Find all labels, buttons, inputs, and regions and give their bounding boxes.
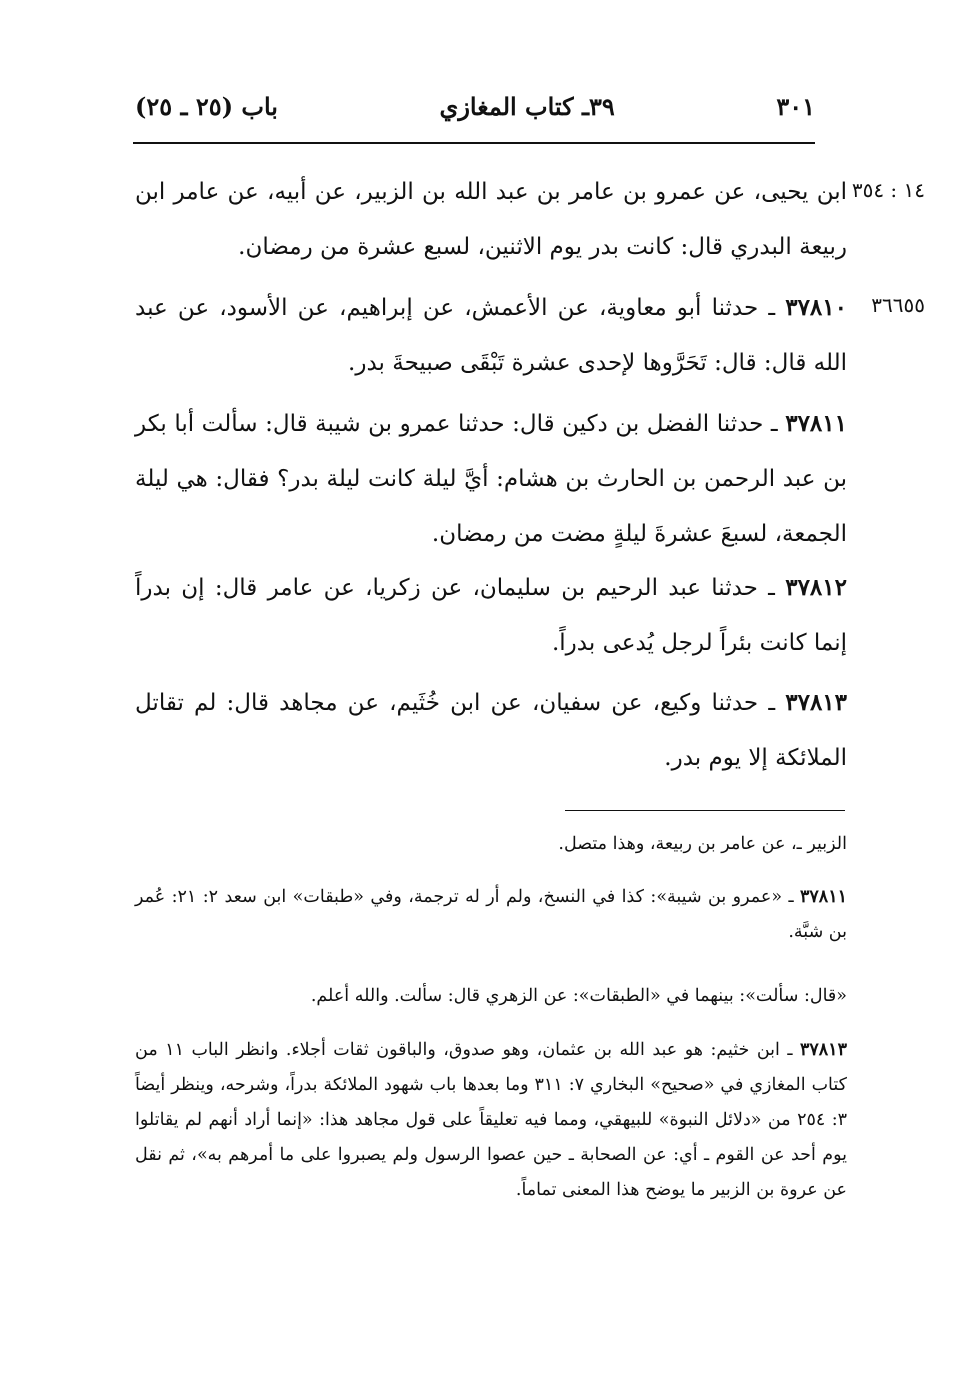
book-title: ٣٩ـ كتاب المغازي: [439, 91, 615, 121]
footnote-text: ـ ابن خثيم: هو عبد الله بن عثمان، وهو صدوق، والباقون ثقات أجلاء. وانظر الباب ١١ من كتاب المغازي في «صحيح» البخاري ٧: ٣١١ وما بعدها باب شهود الملائكة بدراً، وشرحه، وينظر أيضاً ٣: ٢٥٤ من «دلائل النبوة» للبيهقي، ومما فيه تعليقاً على قول مجاهد هذا: «إنما أراد أنهم لم يقاتلوا يوم أحد عن القوم ـ أي: عن الصحابة ـ حين عصوا الرسول ولم يصبروا على ما أمرهم به»، ثم نقل عن عروة بن الزبير ما يوضح هذا المعنى تماماً.: [135, 1040, 848, 1200]
hadith-paragraph: [135, 280, 847, 391]
footnote-text: الزبير ـ، عن عامر بن ربيعة، وهذا متصل.: [558, 834, 847, 854]
paragraph-text: ـ حدثنا وكيع، عن سفيان، عن ابن خُثَيم، عن مجاهد قال: لم تقاتل الملائكة إلا يوم بدر.: [135, 690, 847, 771]
footnote: [135, 1033, 847, 1208]
footnote-separator: [565, 810, 845, 811]
hadith-number: ٣٧٨١٣: [785, 689, 848, 716]
chapter-label: باب (٢٥ ـ ٢٥): [135, 91, 278, 121]
paragraph-text: ابن يحيى، عن عمرو بن عامر بن عبد الله بن الزبير، عن أبيه، عن عامر ابن ربيعة البدري قال: كانت بدر يوم الاثنين، لسبع عشرة من رمضان.: [135, 179, 847, 260]
footnote-text: ـ «عمرو بن شيبة»: كذا في النسخ، ولم أر له ترجمة، وفي «طبقات» ابن سعد ٢: ٢١: عُمر بن شبَّة.: [135, 887, 847, 942]
footnote-text: «قال: سألت»: بينهما في «الطبقات»: عن الزهري قال: سألت. والله أعلم.: [310, 986, 847, 1006]
footnote: [135, 979, 847, 1014]
footnote: [135, 827, 847, 862]
hadith-number: ٣٧٨١١: [785, 410, 847, 437]
footnote-number: ٣٧٨١١: [800, 887, 847, 907]
margin-reference: ٣٦٦٥٥: [871, 293, 925, 317]
paragraph-text: ـ حدثنا الفضل بن دكين قال: حدثنا عمرو بن شيبة قال: سألت أبا بكر بن عبد الرحمن بن الحارث بن هشام: أيَّ ليلة كانت ليلة بدر؟ فقال: هي ليلة الجمعة، لسبعَ عشرةَ ليلةٍ مضت من رمضان.: [135, 411, 847, 547]
hadith-number: ٣٧٨١٢: [785, 574, 847, 601]
hadith-number: ٣٧٨١٠: [785, 294, 847, 321]
page-number: ٣٠١: [776, 91, 815, 121]
hadith-paragraph: [135, 165, 847, 275]
paragraph-text: ـ حدثنا عبد الرحيم بن سليمان، عن زكريا، عن عامر قال: إن بدراً إنما كانت بئراً لرجل يُدعى بدراً.: [135, 575, 847, 656]
margin-reference: ١٤ : ٣٥٤: [851, 178, 925, 202]
hadith-paragraph: [135, 675, 847, 786]
paragraph-text: ـ حدثنا أبو معاوية، عن الأعمش، عن إبراهيم، عن الأسود، عن عبد الله قال: قال: تَحَرَّوها لإحدى عشرة تَبْقَى صبيحةَ بدر.: [135, 295, 847, 376]
footnote: [135, 880, 847, 950]
hadith-paragraph: [135, 396, 847, 562]
header-rule: [133, 142, 815, 144]
hadith-paragraph: [135, 560, 847, 671]
footnote-number: ٣٧٨١٣: [799, 1040, 847, 1060]
running-header: [135, 86, 815, 126]
